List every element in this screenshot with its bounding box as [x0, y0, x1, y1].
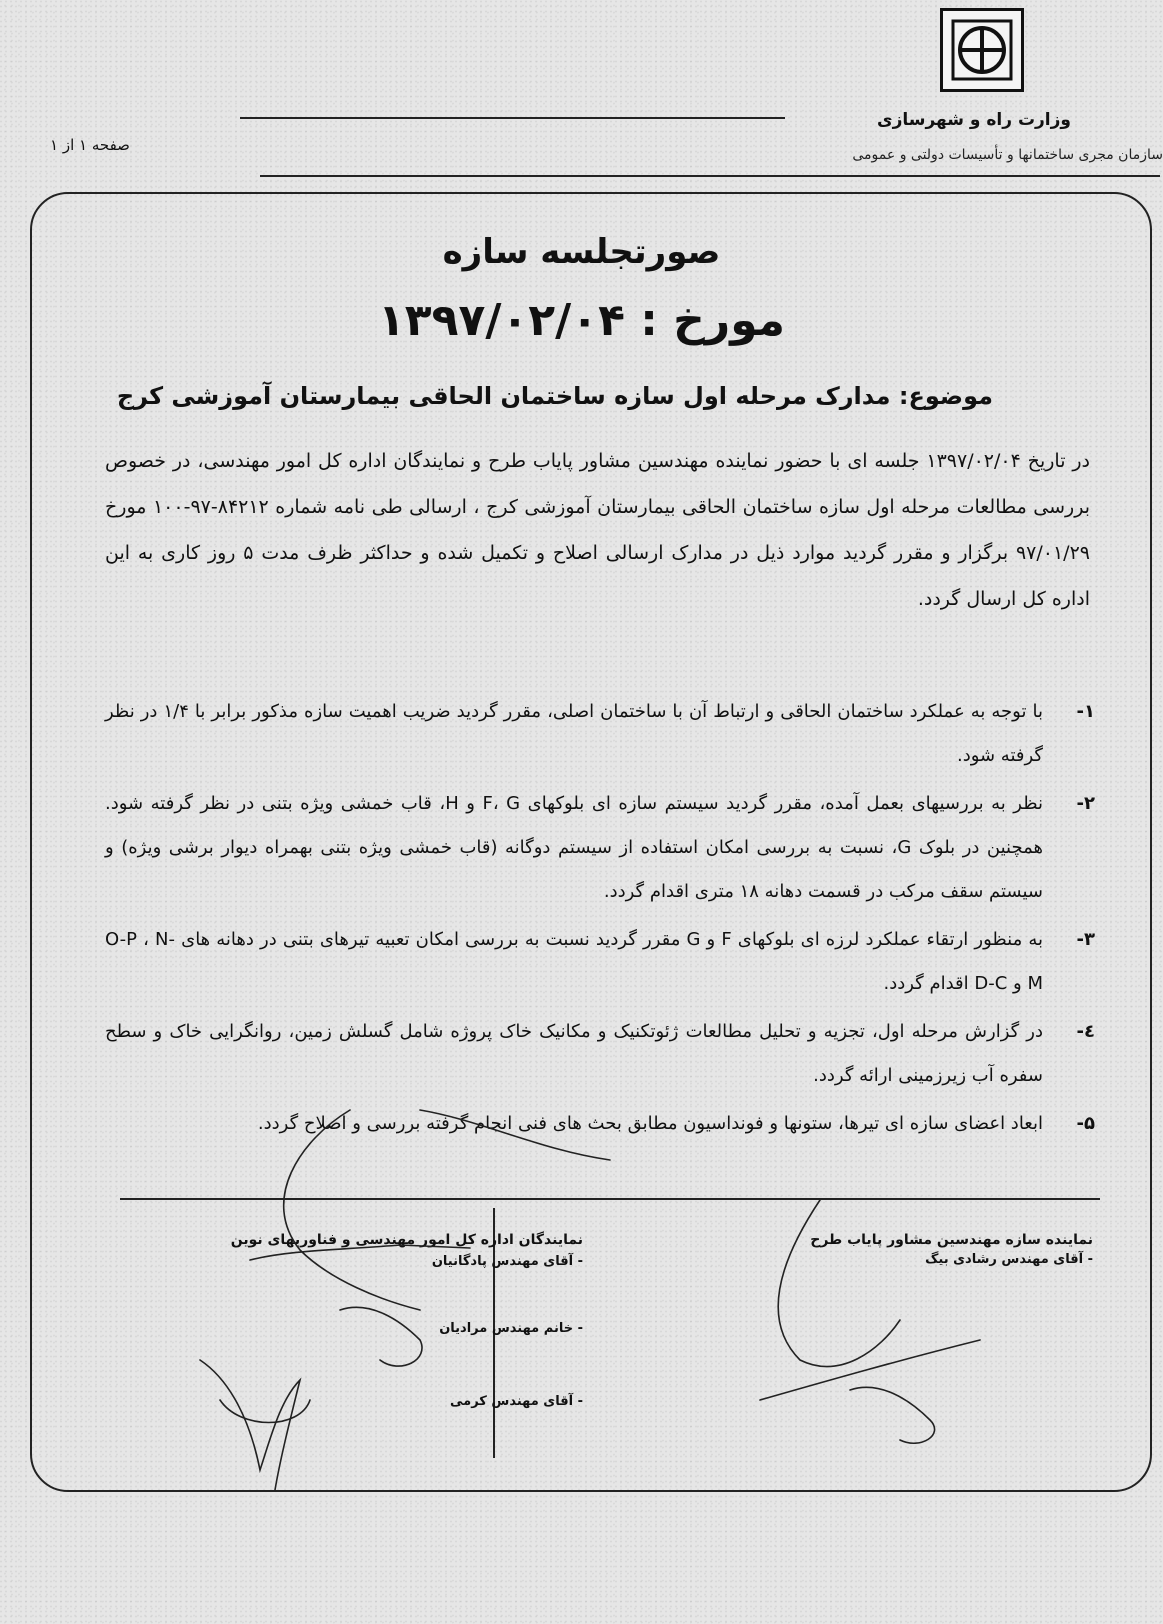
page-number: صفحه ۱ از ۱ [50, 136, 130, 154]
document-date: مورخ : ۱۳۹۷/۰۲/۰۴ [377, 295, 786, 346]
consultant-heading: نماینده سازه مهندسین مشاور پایاب طرح [810, 1232, 1093, 1248]
signature-stroke [778, 1200, 900, 1366]
item-text: به منظور ارتقاء عملکرد لرزه ای بلوکهای F و G مقرر گردید نسبت به بررسی امکان تعبیه تیرهای بتنی در دهانه های O-P ، N-M و D-C اقدام گردد. [105, 929, 1044, 994]
signature-stroke [220, 1400, 310, 1423]
signature-stroke [250, 1245, 470, 1260]
intro-paragraph: در تاریخ ۱۳۹۷/۰۲/۰۴ جلسه ای با حضور نماینده مهندسین مشاور پایاب طرح و نمایندگان اداره کل امور مهندسی، در خصوص بررسی مطالعات مرحله اول سازه ساختمان الحاقی بیمارستان آموزشی کرج ، ارسالی طی نامه شماره ۸۴۲۱۲-۹۷-۱۰۰ مورخ ۹۷/۰۱/۲۹ برگزار و مقرر گردید موارد ذیل در مدارک ارسالی اصلاح و تکمیل شده و حداکثر ظرف مدت ۵ روز کاری به این اداره کل ارسال گردد. [105, 450, 1090, 610]
item-text: با توجه به عملکرد ساختمان الحاقی و ارتباط آن با ساختمان اصلی، مقرر گردید ضریب اهمیت سازه مذکور برابر با ۱/۴ در نظر گرفته شود. [105, 701, 1043, 766]
office-person: - خانم مهندس مرادیان [439, 1321, 583, 1336]
item-text: نظر به بررسیهای بعمل آمده، مقرر گردید سیستم سازه ای بلوکهای F، G و H، قاب خمشی ویژه بتنی در نظر گرفته شود. همچنین در بلوک G، نسبت به بررسی امکان استفاده از سیستم دوگانه (قاب خمشی ویژه بتنی بهمراه دیوار برشی ویژه) و سیستم سقف مرکب در قسمت دهانه ۱۸ متری اقدام گردد. [105, 793, 1043, 902]
signature-stroke [200, 1360, 300, 1490]
consultant-person: - آقای مهندس رشادی بیگ [925, 1252, 1093, 1267]
ministry-name: وزارت راه و شهرسازی [876, 110, 1071, 130]
document-title: صورتجلسه سازه [442, 232, 721, 272]
signature-stroke [340, 1307, 422, 1366]
office-heading: نمایندگان اداره کل امور مهندسی و فناوریهای نوین [230, 1232, 583, 1248]
item-number: ۱- [1076, 701, 1095, 722]
organization-name: سازمان مجری ساختمانها و تأسیسات دولتی و عمومی [852, 147, 1163, 163]
item-number: ۲- [1076, 793, 1095, 814]
signature-stroke [850, 1387, 935, 1443]
item-number: ۵- [1076, 1113, 1095, 1134]
item-text: در گزارش مرحله اول، تجزیه و تحلیل مطالعات ژئوتکنیک و مکانیک خاک پروژه شامل گسلش زمین، روانگرایی خاک و سطح سفره آب زیرزمینی ارائه گردد. [105, 1021, 1043, 1086]
signature-stroke [284, 1110, 420, 1310]
signature-stroke [420, 1110, 610, 1160]
item-text: ابعاد اعضای سازه ای تیرها، ستونها و فونداسیون مطابق بحث های فنی انجام گرفته بررسی و اصلاح گردد. [257, 1113, 1043, 1134]
item-number: ۳- [1076, 929, 1095, 950]
office-person: - آقای مهندس کرمی [450, 1394, 583, 1409]
document-subject: موضوع: مدارک مرحله اول سازه ساختمان الحاقی بیمارستان آموزشی کرج [116, 382, 993, 410]
office-person: - آقای مهندس پادگانیان [431, 1254, 583, 1269]
signature-stroke [760, 1340, 980, 1400]
item-number: ٤- [1076, 1021, 1095, 1042]
